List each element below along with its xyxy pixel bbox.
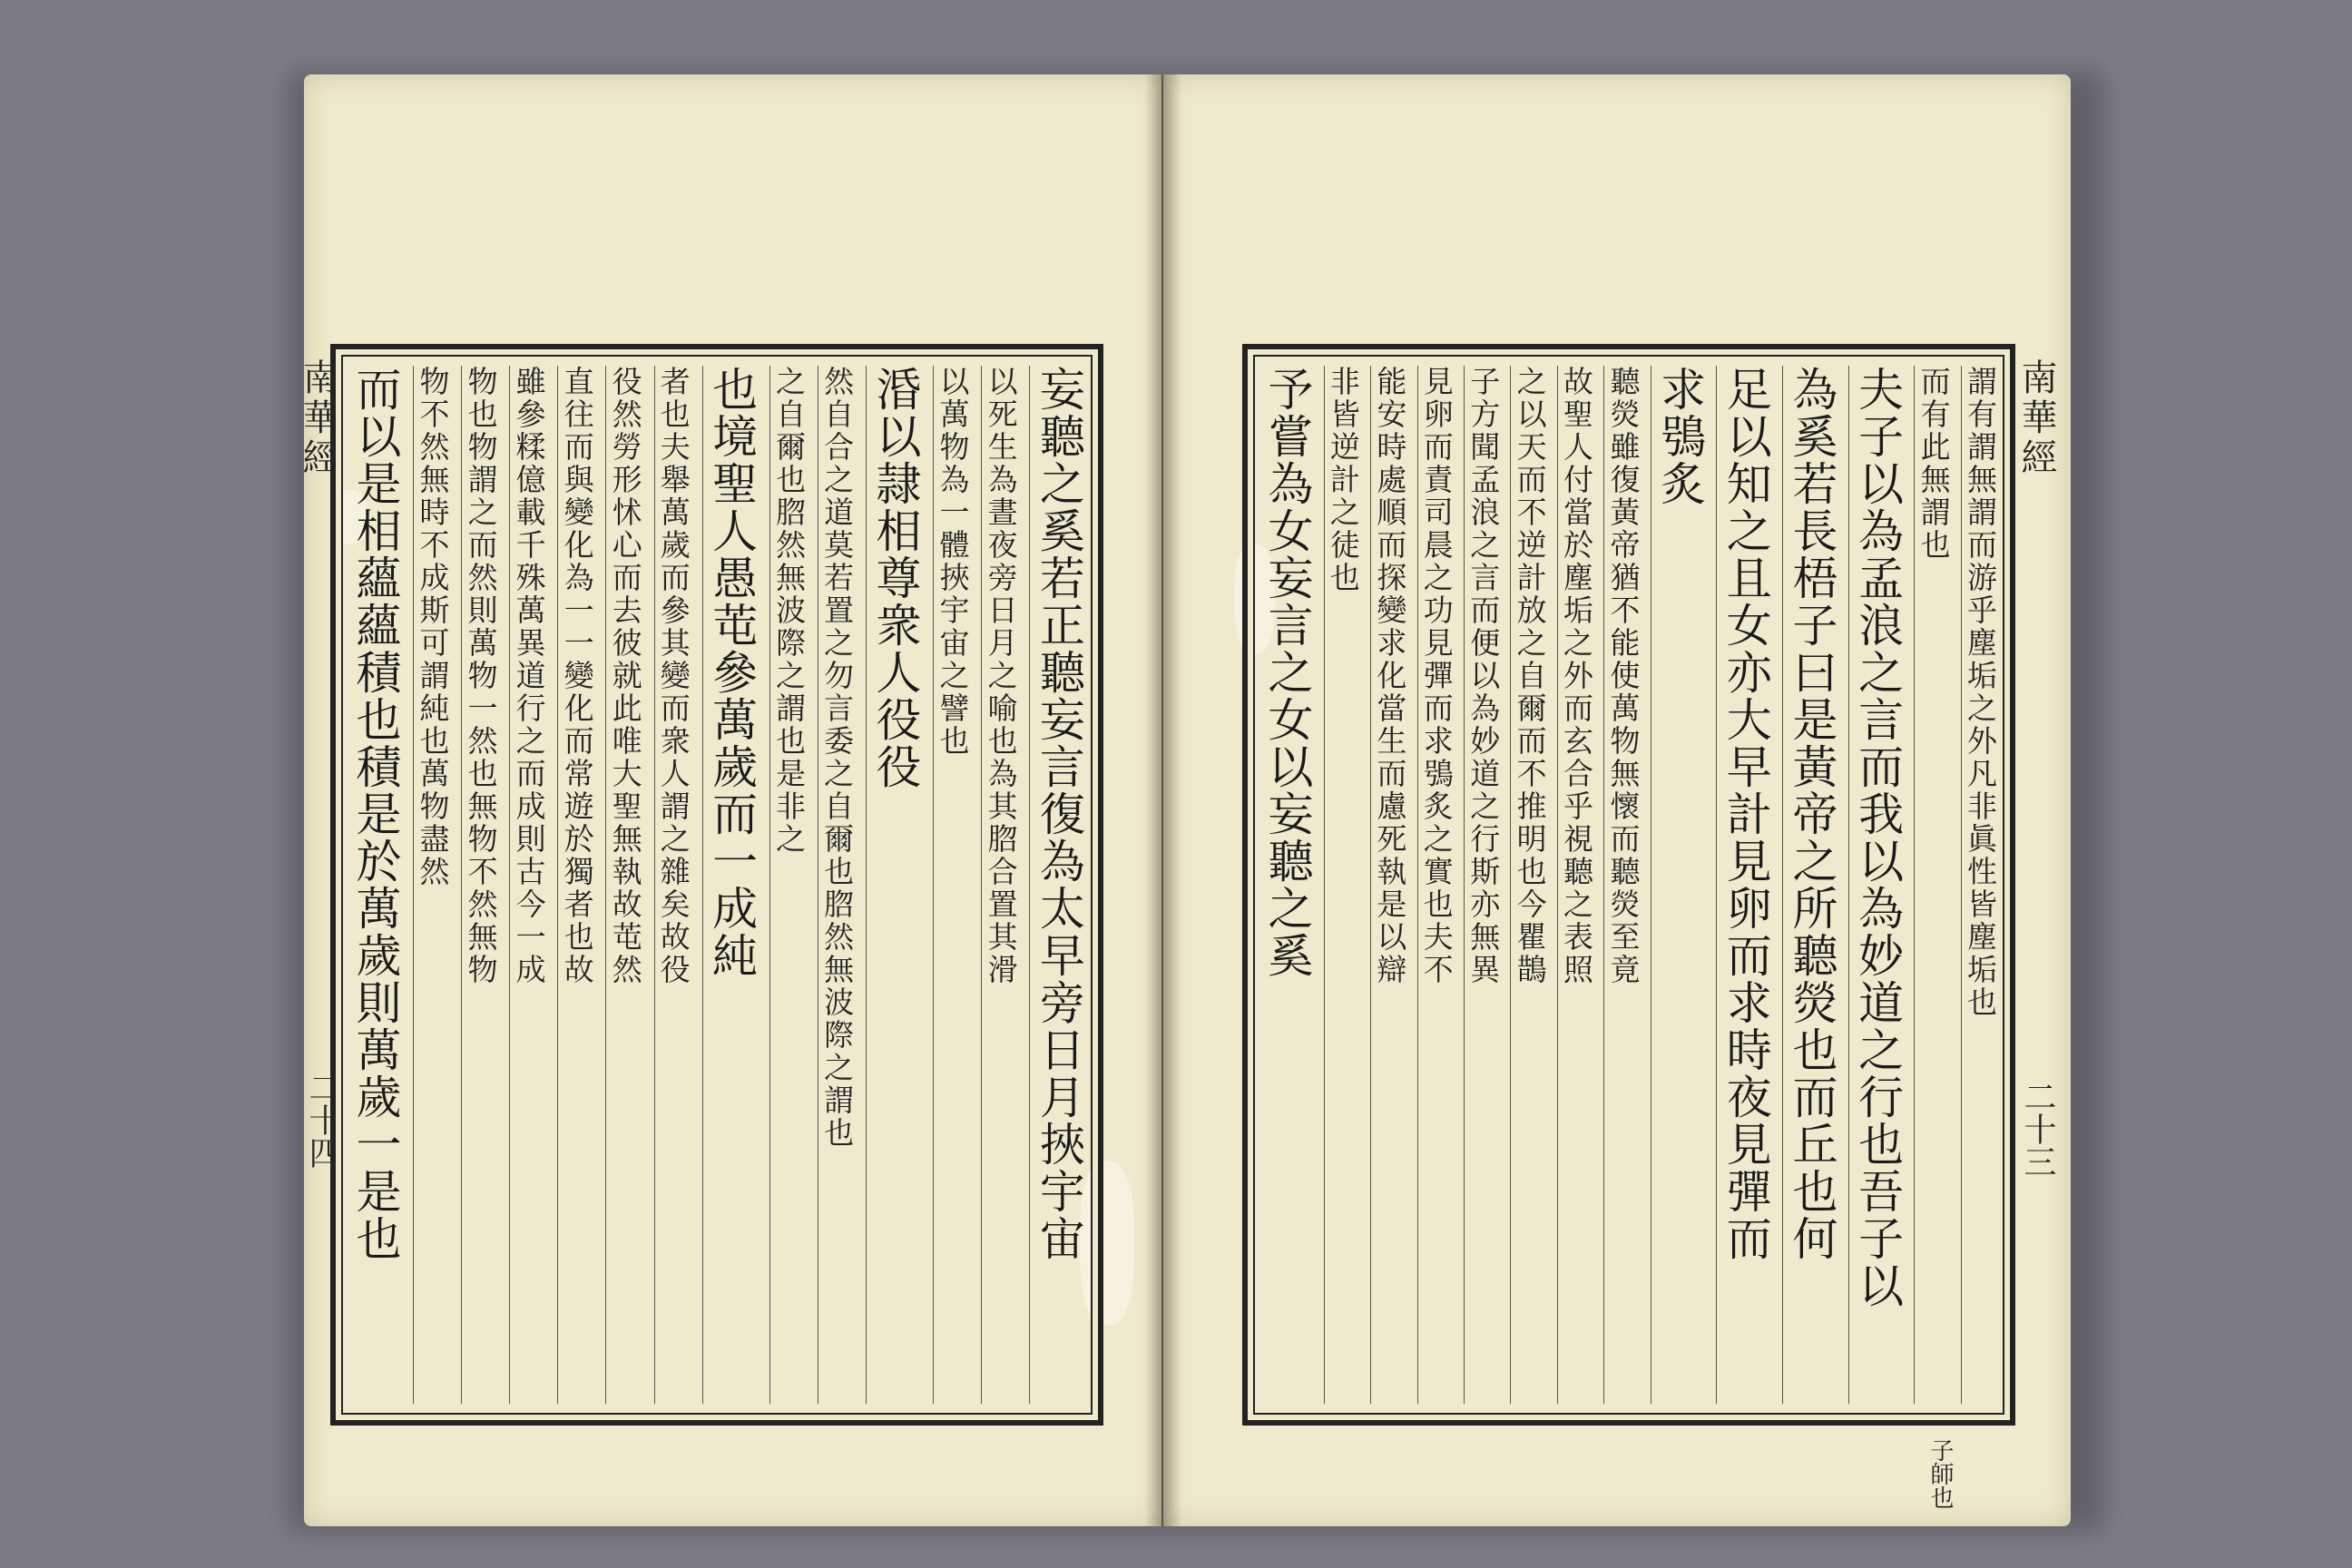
right-text-column: 之以天而不逆計放之自爾而不推明也今瞿鵲 <box>1510 366 1548 1404</box>
book-gutter <box>1145 74 1181 1526</box>
left-text-column: 直往而與變化為一一變化而常遊於獨者也故 <box>557 366 595 1404</box>
left-margin-title: 南華經 <box>297 358 338 478</box>
right-text-column: 故聖人付當於塵垢之外而玄合乎視聽之表照 <box>1557 366 1595 1404</box>
right-columns <box>1259 366 1999 1404</box>
right-text-column: 夫子以為孟浪之言而我以為妙道之行也吾子以 <box>1848 366 1906 1404</box>
right-text-column: 能安時處順而探變求化當生而慮死執是以辯 <box>1370 366 1408 1404</box>
right-text-column: 而有此無謂也 <box>1914 366 1952 1404</box>
right-text-column: 為奚若長梧子曰是黃帝之所聽熒也而丘也何 <box>1782 366 1840 1404</box>
left-leaf-number: 二十四 <box>304 1071 341 1169</box>
right-text-column: 聽熒雖復黃帝猶不能使萬物無懷而聽熒至竟 <box>1603 366 1642 1404</box>
right-text-frame <box>1243 345 2014 1425</box>
left-text-column: 之自爾也脗然無波際之謂也是非之 <box>769 366 808 1404</box>
left-text-column: 役然勞形怵心而去彼就此唯大聖無執故芚然 <box>605 366 643 1404</box>
left-text-column: 而以是相蘊蘊積也積是於萬歲則萬歲一是也 <box>348 366 402 1262</box>
left-text-column: 妄聽之奚若正聽妄言復為太早旁日月挾宇宙 <box>1029 366 1087 1404</box>
left-text-column: 然自合之道莫若置之勿言委之自爾也脗然無波際之謂也 <box>818 366 856 1404</box>
left-text-column: 涽以隷相尊衆人役役 <box>866 366 924 1404</box>
left-text-column: 雖參糅億載千殊萬異道行之而成則古今一成 <box>509 366 547 1404</box>
right-text-column: 足以知之且女亦大早計見卵而求時夜見彈而 <box>1716 366 1774 1404</box>
left-text-frame <box>331 345 1102 1425</box>
left-text-column: 物也物謂之而然則萬物一然也無物不然無物 <box>461 366 499 1404</box>
left-text-column: 者也夫舉萬歲而參其變而衆人謂之雜矣故役 <box>654 366 692 1404</box>
right-text-column: 予嘗為女妄言之女以妄聽之奚 <box>1260 366 1314 979</box>
right-text-column: 非皆逆計之徒也 <box>1324 366 1362 1404</box>
right-bottom-note: 子師也 <box>1926 1438 1954 1509</box>
right-text-column: 子方聞孟浪之言而便以為妙道之行斯亦無異 <box>1464 366 1502 1404</box>
right-text-column: 謂有謂無謂而游乎塵垢之外凡非眞性皆塵垢也 <box>1961 366 1999 1404</box>
left-text-column: 也境聖人愚芚參萬歲而一成純 <box>702 366 760 1404</box>
right-leaf-number: 二十三 <box>2019 1080 2056 1178</box>
left-columns <box>347 366 1087 1404</box>
left-text-column: 物不然無時不成斯可謂純也萬物盡然 <box>413 366 451 1404</box>
right-text-column: 求鴞炙 <box>1651 366 1709 1404</box>
right-margin-title: 南華經 <box>2015 358 2057 478</box>
left-text-column: 以萬物為一體挾宇宙之譬也 <box>933 366 971 1404</box>
right-text-column: 見卵而責司晨之功見彈而求鴞炙之實也夫不 <box>1417 366 1455 1404</box>
left-text-column: 以死生為晝夜旁日月之喻也為其脗合置其滑 <box>981 366 1019 1404</box>
